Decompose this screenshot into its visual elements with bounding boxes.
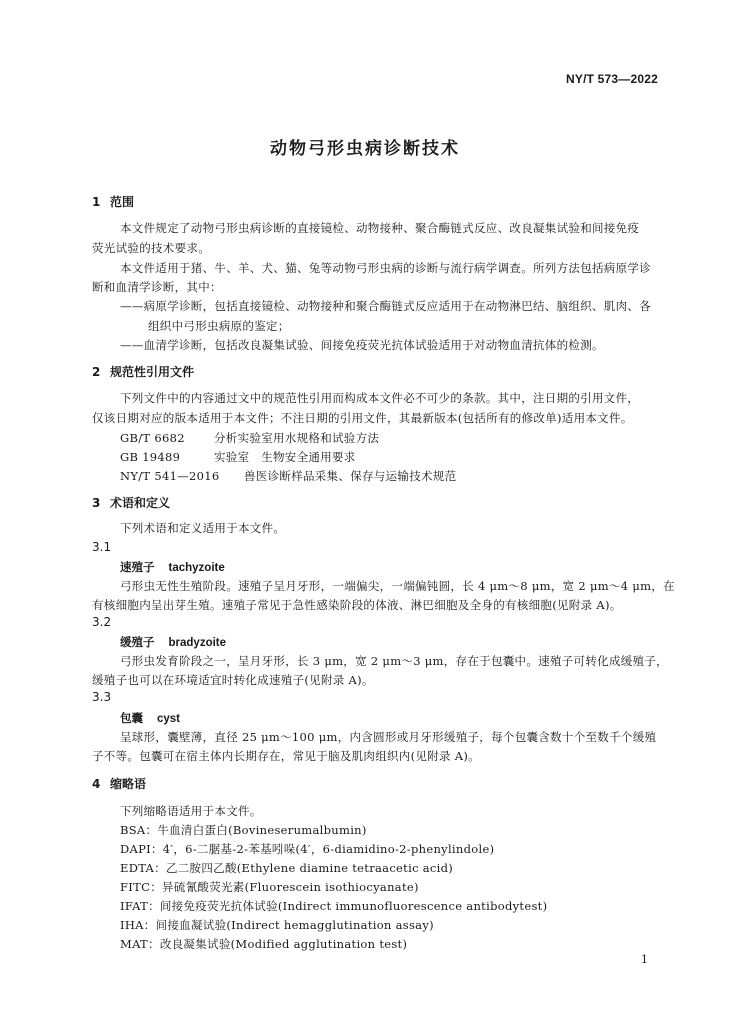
page-number: 1 [641, 953, 648, 966]
reference-name: 兽医诊断样品采集、保存与运输技术规范 [244, 469, 457, 483]
term-heading [120, 710, 180, 726]
definition-line: 有核细胞内呈出芽生殖。速殖子常见于急性感染阶段的体液、淋巴细胞及全身的有核细胞(见附录 A)。 [92, 598, 622, 612]
dash-list-item-continuation: 组织中弓形虫病原的鉴定； [148, 319, 290, 333]
section-title: 术语和定义 [110, 496, 171, 510]
definition-line: 呈球形，囊壁薄，直径 25 μm～100 μm，内含圆形或月牙形缓殖子，每个包囊含数十个至数千个缓殖 [120, 730, 657, 744]
section-number: 3 [92, 496, 101, 510]
term-chinese: 缓殖子 [120, 635, 155, 649]
abbreviation-item: MAT：改良凝集试验(Modified agglutination test) [120, 937, 408, 951]
section-3-heading [92, 494, 170, 511]
abbreviation-item: DAPI：4′，6-二腒基-2-苯基吲哚(4′，6-diamidino-2-phenylindole) [120, 842, 495, 856]
term-english: bradyzoite [168, 637, 227, 649]
reference-item [120, 468, 456, 484]
section-title: 缩略语 [110, 777, 147, 791]
paragraph-line: 下列缩略语适用于本文件。 [120, 804, 262, 818]
section-number: 2 [92, 365, 101, 379]
definition-line: 子不等。包囊可在宿主体内长期存在，常见于脑及肌肉组织内(见附录 A)。 [92, 749, 480, 763]
section-title: 范围 [110, 195, 135, 209]
term-english: tachyzoite [168, 562, 225, 574]
definition-line: 弓形虫发育阶段之一，呈月牙形，长 3 μm，宽 2 μm～3 μm，存在于包囊中。速殖子可转化成缓殖子， [120, 654, 668, 668]
section-title: 规范性引用文件 [110, 365, 195, 379]
reference-code: GB/T 6682 [120, 431, 185, 445]
document-title: 动物弓形虫病诊断技术 [270, 139, 460, 159]
section-2-heading [92, 363, 194, 380]
abbreviation-item: BSA：牛血清白蛋白(Bovineserumalbumin) [120, 823, 367, 837]
paragraph-line: 下列术语和定义适用于本文件。 [120, 521, 286, 535]
reference-item [120, 430, 379, 446]
reference-name: 分析实验室用水规格和试验方法 [214, 431, 380, 445]
section-number: 4 [92, 777, 101, 791]
term-chinese: 速殖子 [120, 560, 155, 574]
section-number: 1 [92, 195, 101, 209]
dash-list-item: ——病原学诊断，包括直接镜检、动物接种和聚合酶链式反应适用于在动物淋巴结、脑组织、肌肉、各 [120, 299, 651, 313]
paragraph-line: 本文件适用于猪、牛、羊、犬、猫、兔等动物弓形虫病的诊断与流行病学调查。所列方法包括病原学诊 [120, 261, 651, 275]
abbreviation-item: IHA：间接血凝试验(Indirect hemagglutination assay) [120, 918, 434, 932]
reference-code: GB 19489 [120, 450, 181, 464]
subsection-number: 3.3 [92, 690, 112, 704]
dash-list-item: ——血清学诊断，包括改良凝集试验、间接免疫荧光抗体试验适用于对动物血清抗体的检测。 [120, 338, 604, 352]
term-english: cyst [157, 713, 181, 725]
abbreviation-item: IFAT：间接免疫荧光抗体试验(Indirect immunofluorescence antibodytest) [120, 899, 548, 913]
abbreviation-item: FITC：异硫氰酸荧光素(Fluorescein isothiocyanate) [120, 880, 419, 894]
paragraph-line: 断和血清学诊断，其中： [92, 280, 222, 294]
reference-name: 实验室 生物安全通用要求 [214, 450, 356, 464]
paragraph-line: 本文件规定了动物弓形虫病诊断的直接镜检、动物接种、聚合酶链式反应、改良凝集试验和间接免疫 [120, 221, 640, 235]
definition-line: 缓殖子也可以在环境适宜时转化成速殖子(见附录 A)。 [92, 673, 374, 687]
paragraph-line: 仅该日期对应的版本适用于本文件；不注日期的引用文件，其最新版本(包括所有的修改单)适用本文件。 [92, 411, 633, 425]
term-heading [120, 634, 226, 650]
section-1-heading [92, 193, 134, 210]
section-4-heading [92, 775, 146, 792]
term-chinese: 包囊 [120, 711, 143, 725]
term-heading [120, 559, 225, 575]
standard-code: NY/T 573—2022 [566, 72, 658, 86]
subsection-number: 3.2 [92, 615, 112, 629]
reference-code: NY/T 541—2016 [120, 469, 220, 483]
subsection-number: 3.1 [92, 540, 112, 554]
paragraph-line: 荧光试验的技术要求。 [92, 241, 210, 255]
paragraph-line: 下列文件中的内容通过文中的规范性引用而构成本文件必不可少的条款。其中，注日期的引用文件， [120, 391, 640, 405]
reference-item [120, 449, 356, 465]
abbreviation-item: EDTA：乙二胺四乙酸(Ethylene diamine tetraacetic acid) [120, 861, 454, 875]
definition-line: 弓形虫无性生殖阶段。速殖子呈月牙形，一端偏尖，一端偏钝圆，长 4 μm～8 μm，宽 2 μm～4 μm，在 [120, 579, 675, 593]
